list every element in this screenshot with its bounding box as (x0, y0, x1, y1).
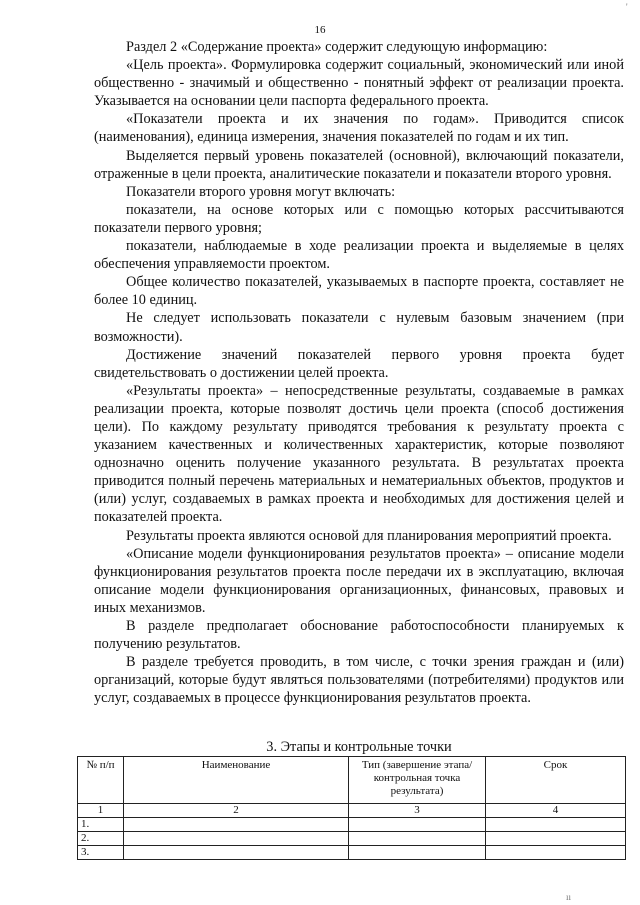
column-header-deadline: Срок (486, 757, 626, 804)
table-cell (349, 846, 486, 860)
table-cell (486, 846, 626, 860)
column-header-type: Тип (завершение этапа/контрольная точка результата) (349, 757, 486, 804)
paragraph: Результаты проекта являются основой для планирования мероприятий проекта. (126, 527, 612, 544)
paragraph: показатели, наблюдаемые в ходе реализации проекта и выделяемые в целях обеспечения управляемости проектом. (94, 238, 624, 273)
table-cell (124, 832, 349, 846)
table-row (78, 846, 626, 860)
table-cell: 2. (78, 832, 124, 846)
column-header-number: № п/п (78, 757, 124, 804)
paragraph: Раздел 2 «Содержание проекта» содержит следующую информацию: (126, 39, 548, 55)
table-row (78, 818, 626, 832)
paragraph: Достижение значений показателей первого уровня проекта будет свидетельствовать о достижении целей проекта. (94, 346, 624, 381)
table-row (78, 832, 626, 846)
table-cell: 3 (349, 804, 486, 818)
paragraph: Общее количество показателей, указываемых в паспорте проекта, составляет не более 10 единиц. (94, 274, 624, 309)
column-header-name: Наименование (124, 757, 349, 804)
stages-table (77, 756, 626, 860)
paragraph: Не следует использовать показатели с нулевым базовым значением (при возможности). (94, 310, 624, 345)
scan-mark: ıı (566, 892, 572, 902)
table-cell (486, 832, 626, 846)
paragraph: «Показатели проекта и их значения по годам». Приводится список (наименования), единица измерения, значения показателей по годам и их тип. (94, 111, 624, 146)
paragraph: «Описание модели функционирования результатов проекта» – описание модели функционирования результатов проекта после передачи их в эксплуатацию, включая описание модели функционирования организационных, финансовых, правовых и иных механизмов. (94, 545, 624, 616)
section-title: 3. Этапы и контрольные точки (266, 739, 452, 755)
table-cell: 1. (78, 818, 124, 832)
table-cell: 4 (486, 804, 626, 818)
paragraph: Показатели второго уровня могут включать: (126, 183, 396, 200)
table-cell (349, 818, 486, 832)
table-cell: 3. (78, 846, 124, 860)
paragraph: Выделяется первый уровень показателей (основной), включающий показатели, отраженные в цели проекта, аналитические показатели и показатели второго уровня. (94, 147, 624, 182)
table-cell: 1 (78, 804, 124, 818)
table-cell (124, 818, 349, 832)
paragraph: показатели, на основе которых или с помощью которых рассчитываются показатели первого уровня; (94, 201, 624, 236)
paragraph: В разделе предполагает обоснование работоспособности планируемых к получению результатов. (94, 618, 624, 653)
body-text (94, 38, 624, 707)
paragraph: «Результаты проекта» – непосредственные результаты, создаваемые в рамках реализации проекта, которые позволят достичь цели проекта (способ достижения цели). По каждому результату приводятся требования к результату проекта с указанием качественных и количественных характеристик, которые позволяют однозначно оценить получение указанного результата. В результатах проекта приводится полный перечень материальных и нематериальных объектов, продуктов и (или) услуг, создаваемых в рамках проекта и необходимых для достижения целей и показателей проекта. (94, 382, 624, 526)
page-number: 16 (314, 24, 326, 36)
column-numbers-row (78, 804, 626, 818)
paragraph: «Цель проекта». Формулировка содержит социальный, экономический или иной общественно - значимый и общественно - понятный эффект от реализации проекта. Указывается на основании цели паспорта федерального проекта. (94, 57, 624, 110)
table-header-row (78, 757, 626, 804)
scan-mark: ' (626, 2, 628, 12)
table-cell (349, 832, 486, 846)
paragraph: В разделе требуется проводить, в том числе, с точки зрения граждан и (или) организаций, которые будут являться пользователями (потребителями) продуктов или услуг, создаваемых в процессе функционирования результатов проекта. (94, 654, 624, 707)
table-cell (124, 846, 349, 860)
table-cell: 2 (124, 804, 349, 818)
table-cell (486, 818, 626, 832)
